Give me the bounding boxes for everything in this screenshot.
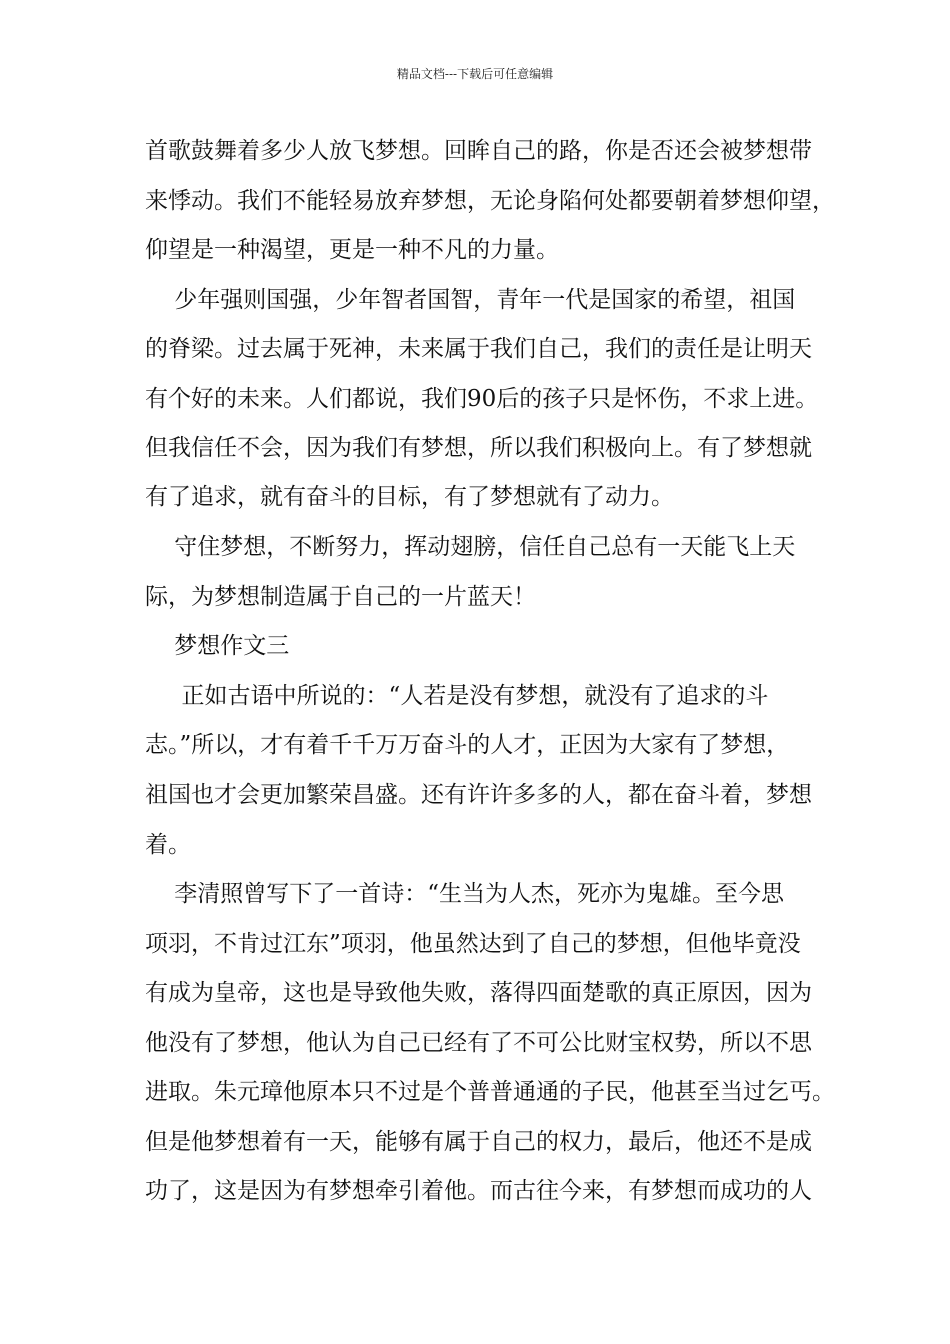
text-line: 守住梦想，不断努力，挥动翅膀，信任自己总有一天能飞上天 (145, 534, 796, 560)
text-line: 进取。朱元璋他原本只不过是个普普通通的子民，他甚至当过乞丐。 (145, 1079, 835, 1105)
text-line: 着。 (145, 832, 191, 858)
text-line: 李清照曾写下了一首诗：“生当为人杰，死亦为鬼雄。至今思 (145, 881, 785, 907)
text-line: 有成为皇帝，这也是导致他失败，落得四面楚歌的真正原因，因为 (145, 980, 812, 1006)
text-line: 但我信任不会，因为我们有梦想，所以我们积极向上。有了梦想就 (145, 435, 812, 461)
page-header: 精品文档---下载后可任意编辑 (396, 67, 554, 81)
text-line: 首歌鼓舞着多少人放飞梦想。回眸自己的路，你是否还会被梦想带 (145, 138, 812, 164)
section-heading: 梦想作文三 (145, 633, 290, 659)
text-line: 正如古语中所说的：“人若是没有梦想，就没有了追求的斗 (145, 683, 769, 709)
text-line: 有个好的未来。人们都说，我们90后的孩子只是怀伤，不求上进。 (145, 386, 819, 412)
text-line: 功了，这是因为有梦想牵引着他。而古往今来，有梦想而成功的人 (145, 1178, 812, 1204)
text-line: 的脊梁。过去属于死神，未来属于我们自己，我们的责任是让明天 (145, 336, 812, 362)
text-line: 项羽，不肯过江东”项羽，他虽然达到了自己的梦想，但他毕竟没 (145, 931, 801, 957)
text-line: 际，为梦想制造属于自己的一片蓝天！ (145, 584, 536, 610)
text-line: 少年强则国强，少年智者国智，青年一代是国家的希望，祖国 (145, 287, 796, 313)
text-line: 祖国也才会更加繁荣昌盛。还有许许多多的人，都在奋斗着，梦想 (145, 782, 812, 808)
text-line: 但是他梦想着有一天，能够有属于自己的权力，最后，他还不是成 (145, 1129, 812, 1155)
text-line: 志。”所以，才有着千千万万奋斗的人才，正因为大家有了梦想， (145, 732, 790, 758)
text-line: 他没有了梦想，他认为自己已经有了不可公比财宝权势，所以不思 (145, 1030, 812, 1056)
text-line: 仰望是一种渴望，更是一种不凡的力量。 (145, 237, 559, 263)
text-line: 来悸动。我们不能轻易放弃梦想，无论身陷何处都要朝着梦想仰望， (145, 188, 835, 214)
text-line: 有了追求，就有奋斗的目标，有了梦想就有了动力。 (145, 484, 674, 510)
